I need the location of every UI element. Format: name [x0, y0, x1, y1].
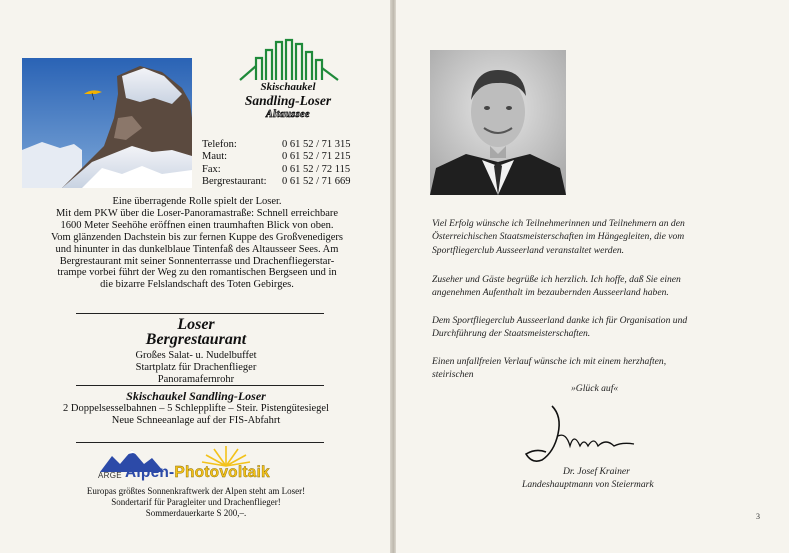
- letter-line: Österreichischen Staatsmeisterschaften im Hängegleiten, die vom: [432, 231, 685, 243]
- signature: [522, 402, 642, 468]
- skischaukel-features: [0, 403, 392, 427]
- signer-role: Landeshauptmann von Steiermark: [522, 479, 654, 490]
- contact-value: 0 61 52 / 71 669: [282, 176, 351, 188]
- letter-line: angenehmen Aufenthalt im bezaubernden Ausseerland haben.: [432, 287, 669, 299]
- intro-line: Bergrestaurant mit seiner Sonnenterrasse und Drachenfliegerstar-: [59, 255, 335, 267]
- contact-value: 0 61 52 / 71 215: [282, 151, 351, 163]
- list-item: Panoramafernrohr: [157, 373, 235, 385]
- letter-line: Zuseher und Gäste begrüße ich herzlich. Ich hoffe, daß Sie einen: [432, 274, 681, 285]
- intro-line: Mit dem PKW über die Loser-Panoramastraße: Schnell erreichbare: [55, 207, 339, 219]
- logo-mountain-graphic: [204, 38, 372, 82]
- logo-line-1: Skischaukel: [260, 81, 316, 93]
- letter-line: steirischen: [432, 369, 474, 381]
- divider: [76, 442, 324, 443]
- contact-row-bergrestaurant: [202, 176, 351, 188]
- mountain-photo: [22, 58, 192, 188]
- contact-label: Telefon:: [202, 139, 237, 150]
- letter-paragraph-1: [432, 217, 772, 257]
- intro-line: Eine überragende Rolle spielt der Loser.: [112, 196, 282, 207]
- intro-line: 1600 Meter Seehöhe eröffnen einen traumhaften Blick von oben.: [60, 219, 334, 231]
- arge-footer: [0, 486, 392, 519]
- letter-line: Durchführung der Staatsmeisterschaften.: [432, 328, 591, 340]
- letter-paragraph-4: [432, 355, 772, 382]
- arge-line: Europas größtes Sonnenkraftwerk der Alpen steht am Loser!: [86, 486, 306, 496]
- intro-line: trampe vorbei führt der Weg zu den romantischen Bergseen und in: [57, 267, 337, 279]
- list-item: Startplatz für Drachenflieger: [135, 361, 257, 373]
- list-item: Großes Salat- u. Nudelbuffet: [135, 350, 257, 361]
- divider: [76, 313, 324, 314]
- letter-line: Einen unfallfreien Verlauf wünsche ich mit einem herzhaften,: [432, 356, 667, 367]
- skischaukel-logo: [204, 38, 372, 120]
- contact-value: 0 61 52 / 71 315: [282, 139, 351, 150]
- contact-row-fax: [202, 164, 351, 176]
- letter-paragraph-2: [432, 273, 772, 300]
- contact-list: [202, 139, 351, 189]
- signer-name: Dr. Josef Krainer: [563, 466, 630, 477]
- contact-value: 0 61 52 / 72 115: [282, 163, 351, 175]
- letter-line: Dem Sportfliegerclub Ausseerland danke ich für Organisation und: [432, 315, 688, 326]
- portrait-photo: [430, 50, 566, 195]
- contact-row-maut: [202, 151, 351, 163]
- letter-line: Viel Erfolg wünsche ich Teilnehmerinnen und Teilnehmern an den: [432, 218, 685, 229]
- left-page: [0, 0, 392, 553]
- page-number: 3: [756, 512, 760, 521]
- contact-row-telefon: [202, 139, 351, 151]
- contact-label: Maut:: [202, 151, 228, 163]
- arge-wordmark: [125, 464, 270, 482]
- arge-word-photovoltaik: Photovoltaik: [174, 464, 270, 481]
- intro-paragraph: [12, 196, 382, 291]
- intro-line: die bizarre Felslandschaft des Toten Gebirges.: [100, 279, 294, 291]
- letter-line: Sportfliegerclub Ausseerland veranstaltet werden.: [432, 244, 625, 256]
- skischaukel-title: Skischaukel Sandling-Loser: [126, 389, 266, 403]
- arge-line: Sondertarif für Paragleiter und Drachenflieger!: [111, 497, 281, 507]
- arge-label: ARGE: [98, 471, 122, 480]
- restaurant-features: [0, 350, 392, 386]
- letter-paragraph-3: [432, 314, 772, 341]
- restaurant-title-1: Loser: [177, 316, 215, 333]
- list-item: Neue Schneeanlage auf der FIS-Abfahrt: [111, 414, 281, 426]
- arge-line: Sommerdauerkarte S 200,–.: [145, 508, 247, 518]
- intro-line: und hinunter in das dunkelblaue Tintenfaß des Altausseer Sees. Am: [55, 243, 339, 255]
- logo-line-2: Sandling-Loser: [244, 93, 332, 108]
- arge-photovoltaik-logo: [98, 444, 298, 488]
- logo-line-3: Altaussee: [266, 109, 310, 120]
- arge-word-alpen: Alpen-: [125, 464, 175, 481]
- restaurant-title-2: Bergrestaurant: [145, 331, 247, 348]
- intro-line: Vom glänzenden Dachstein bis zur fernen Kuppe des Großvenedigers: [51, 231, 343, 243]
- divider: [76, 385, 324, 386]
- greeting: »Glück auf«: [571, 383, 619, 394]
- list-item: 2 Doppelsesselbahnen – 5 Schlepplifte – Steir. Pistengütesiegel: [63, 403, 329, 414]
- contact-label: Bergrestaurant:: [202, 176, 267, 188]
- contact-label: Fax:: [202, 163, 221, 175]
